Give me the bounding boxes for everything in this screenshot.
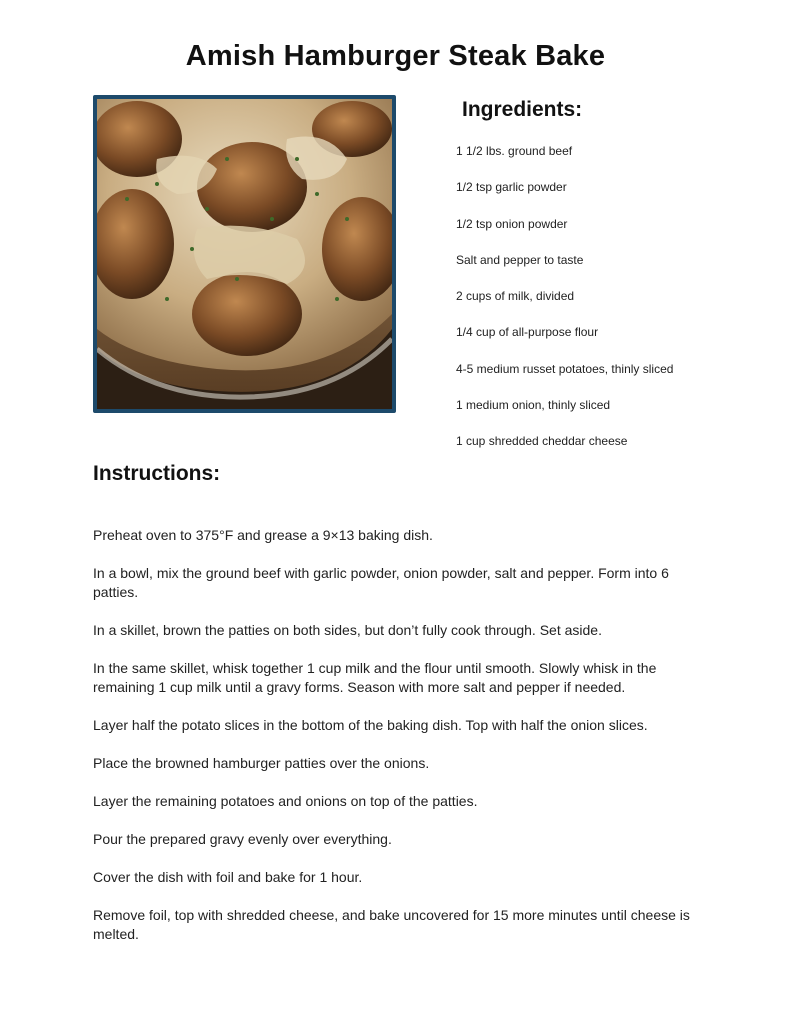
recipe-photo xyxy=(93,95,396,413)
instruction-step: Cover the dish with foil and bake for 1 hour. xyxy=(93,869,363,885)
ingredient-item: 1 1/2 lbs. ground beef xyxy=(456,144,573,158)
ingredient-item: 1 cup shredded cheddar cheese xyxy=(456,434,628,449)
instructions-list xyxy=(93,526,703,963)
instruction-step: Pour the prepared gravy evenly over everything. xyxy=(93,831,392,847)
ingredient-item: 1/4 cup of all-purpose flour xyxy=(456,325,599,340)
ingredient-item: 1 medium onion, thinly sliced xyxy=(456,398,611,413)
ingredients-list xyxy=(456,143,776,470)
instruction-step: In a bowl, mix the ground beef with garlic powder, onion powder, salt and pepper. Form into 6 patties. xyxy=(93,565,669,600)
instruction-step: In a skillet, brown the patties on both sides, but don’t fully cook through. Set aside. xyxy=(93,622,602,638)
ingredient-item: Salt and pepper to taste xyxy=(456,252,584,267)
instruction-step: In the same skillet, whisk together 1 cup milk and the flour until smooth. Slowly whisk in the remaining 1 cup milk until a gravy forms. Season with more salt and pepper if needed. xyxy=(93,660,657,695)
instruction-step: Preheat oven to 375°F and grease a 9×13 baking dish. xyxy=(93,527,433,543)
recipe-title: Amish Hamburger Steak Bake xyxy=(185,40,606,72)
ingredient-item: 1/2 tsp onion powder xyxy=(456,216,568,231)
instruction-step: Place the browned hamburger patties over the onions. xyxy=(93,755,430,771)
instruction-step: Remove foil, top with shredded cheese, and bake uncovered for 15 more minutes until cheese is melted. xyxy=(93,907,690,942)
instruction-step: Layer half the potato slices in the bottom of the baking dish. Top with half the onion slices. xyxy=(93,717,648,733)
ingredient-item: 2 cups of milk, divided xyxy=(456,289,575,304)
ingredients-heading: Ingredients: xyxy=(462,98,583,121)
ingredient-item: 1/2 tsp garlic powder xyxy=(456,180,567,195)
instruction-step: Layer the remaining potatoes and onions on top of the patties. xyxy=(93,793,478,809)
ingredient-item: 4-5 medium russet potatoes, thinly sliced xyxy=(456,361,674,376)
food-illustration xyxy=(97,99,392,409)
instructions-heading: Instructions: xyxy=(93,462,221,485)
